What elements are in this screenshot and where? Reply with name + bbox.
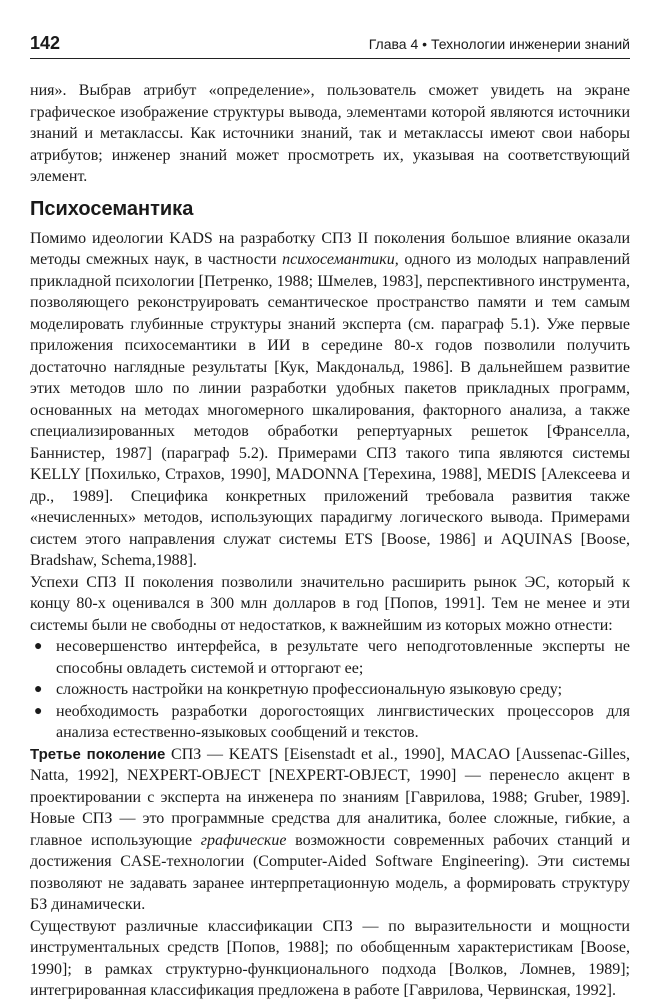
paragraph-text: одного из молодых направлений прикладной психологии [Петренко, 1988; Шмелев, 1983], перспективного инструмента, позволяющего реконструировать семантическое пространство памяти и тем самым моделировать глубинные структуры знаний эксперта (см. параграф 5.1). Уже первые приложения психосемантики в ИИ в середине 80-х годов позволили получить достаточно наглядные результаты [Кук, Макдональд, 1986]. В дальнейшем развитие этих методов шло по линии разработки удобных пакетов прикладных программ, основанных на методах многомерного шкалирования, факторного анализа, а также специализированных методов обработки репертуарных решеток [Франселла, Баннистер, 1987] (параграф 5.2). Примерами СПЗ такого типа являются системы KELLY [Похилько, Страхов, 1990], MADONNA [Терехина, 1988], MEDIS [Алексеева и др., 1989]. Специфика конкретных приложений требовала развития также «нечисленных» методов, использующих парадигму логического вывода. Примерами систем этого направления служат системы ETS [Boose, 1986] и AQUINAS [Boose, Bradshaw, Schema,1988]. [30,251,631,569]
page-body [30,80,630,1002]
list-item [30,701,630,744]
page-number: 142 [30,33,61,53]
list-item [30,636,630,679]
section-heading: Психосемантика [30,197,194,220]
continued-paragraph: ния». Выбрав атрибут «определение», пользователь сможет увидеть на экране графическое изображение структуры вывода, элементами которой являются источники знаний и метаклассы. Как источники знаний, так и метаклассы имеют свои наборы атрибутов; инженер знаний может просмотреть их, указывая на соответствующий элемент. [30,82,630,185]
paragraph-text: возможности современных рабочих станций и достижения CASE-технологии (Computer-Aided Software Engineering). Эти системы позволяют не задавать заранее интерпретационную модель, а формировать структуру БЗ динамически. [30,831,631,913]
list-item-text: сложность настройки на конкретную профессиональную языковую среду; [56,681,563,698]
lead-term: Третье поколение [30,745,166,763]
paragraph-classifications: Существуют различные классификации СПЗ — по выразительности и мощности инструментальных средств [Попов, 1988]; по обобщенным характеристикам [Boose, 1990]; в рамках структурно-функционального подхода [Волков, Ломнев, 1989]; интегрированная классификация предложена в работе [Гаврилова, Червинская, 1992]. [30,917,630,999]
shortcomings-list [30,636,630,744]
bullet-icon: ● [34,703,43,719]
italic-term: психосемантики, [282,251,399,268]
page-header [30,32,630,59]
list-item-text: несовершенство интерфейса, в результате чего неподготовленные эксперты не способны овладеть системой и отторгают ее; [56,638,630,677]
list-item [30,679,630,701]
bullet-icon: ● [34,682,43,697]
paragraph-text: СПЗ — KEATS [Eisenstadt et al., 1990], MACAO [Aussenac-Gilles, Natta, 1992], NEXPERT-OBJECT [NEXPERT-OBJECT, 1990] — перенесло акцент в проектировании с эксперта на инженера по знаниям [Гаврилова, 1988; Gruber, 1989]. Новые СПЗ — это программные средства для аналитика, более сложные, гибкие, а главное использующие [30,745,630,849]
italic-term: графические [200,831,287,849]
running-head: Глава 4 • Технологии инженерии знаний [368,36,630,52]
paragraph-text: Помимо идеологии KADS на разработку СПЗ II поколения большое влияние оказали методы смежных наук, в частности [30,229,630,268]
paragraph-third-generation [30,744,630,916]
paragraph-success: Успехи СПЗ II поколения позволили значительно расширить рынок ЭС, который к концу 80-х оценивался в 300 млн долларов в год [Попов, 1991]. Тем не менее и эти системы были не свободны от недостатков, к важнейшим из которых можно отнести: [30,573,630,634]
bullet-icon: ● [34,639,43,654]
paragraph-psychosemantics [30,228,630,572]
list-item-text: необходимость разработки дорогостоящих лингвистических процессоров для анализа естественно-языковых сообщений и текстов. [56,702,630,741]
